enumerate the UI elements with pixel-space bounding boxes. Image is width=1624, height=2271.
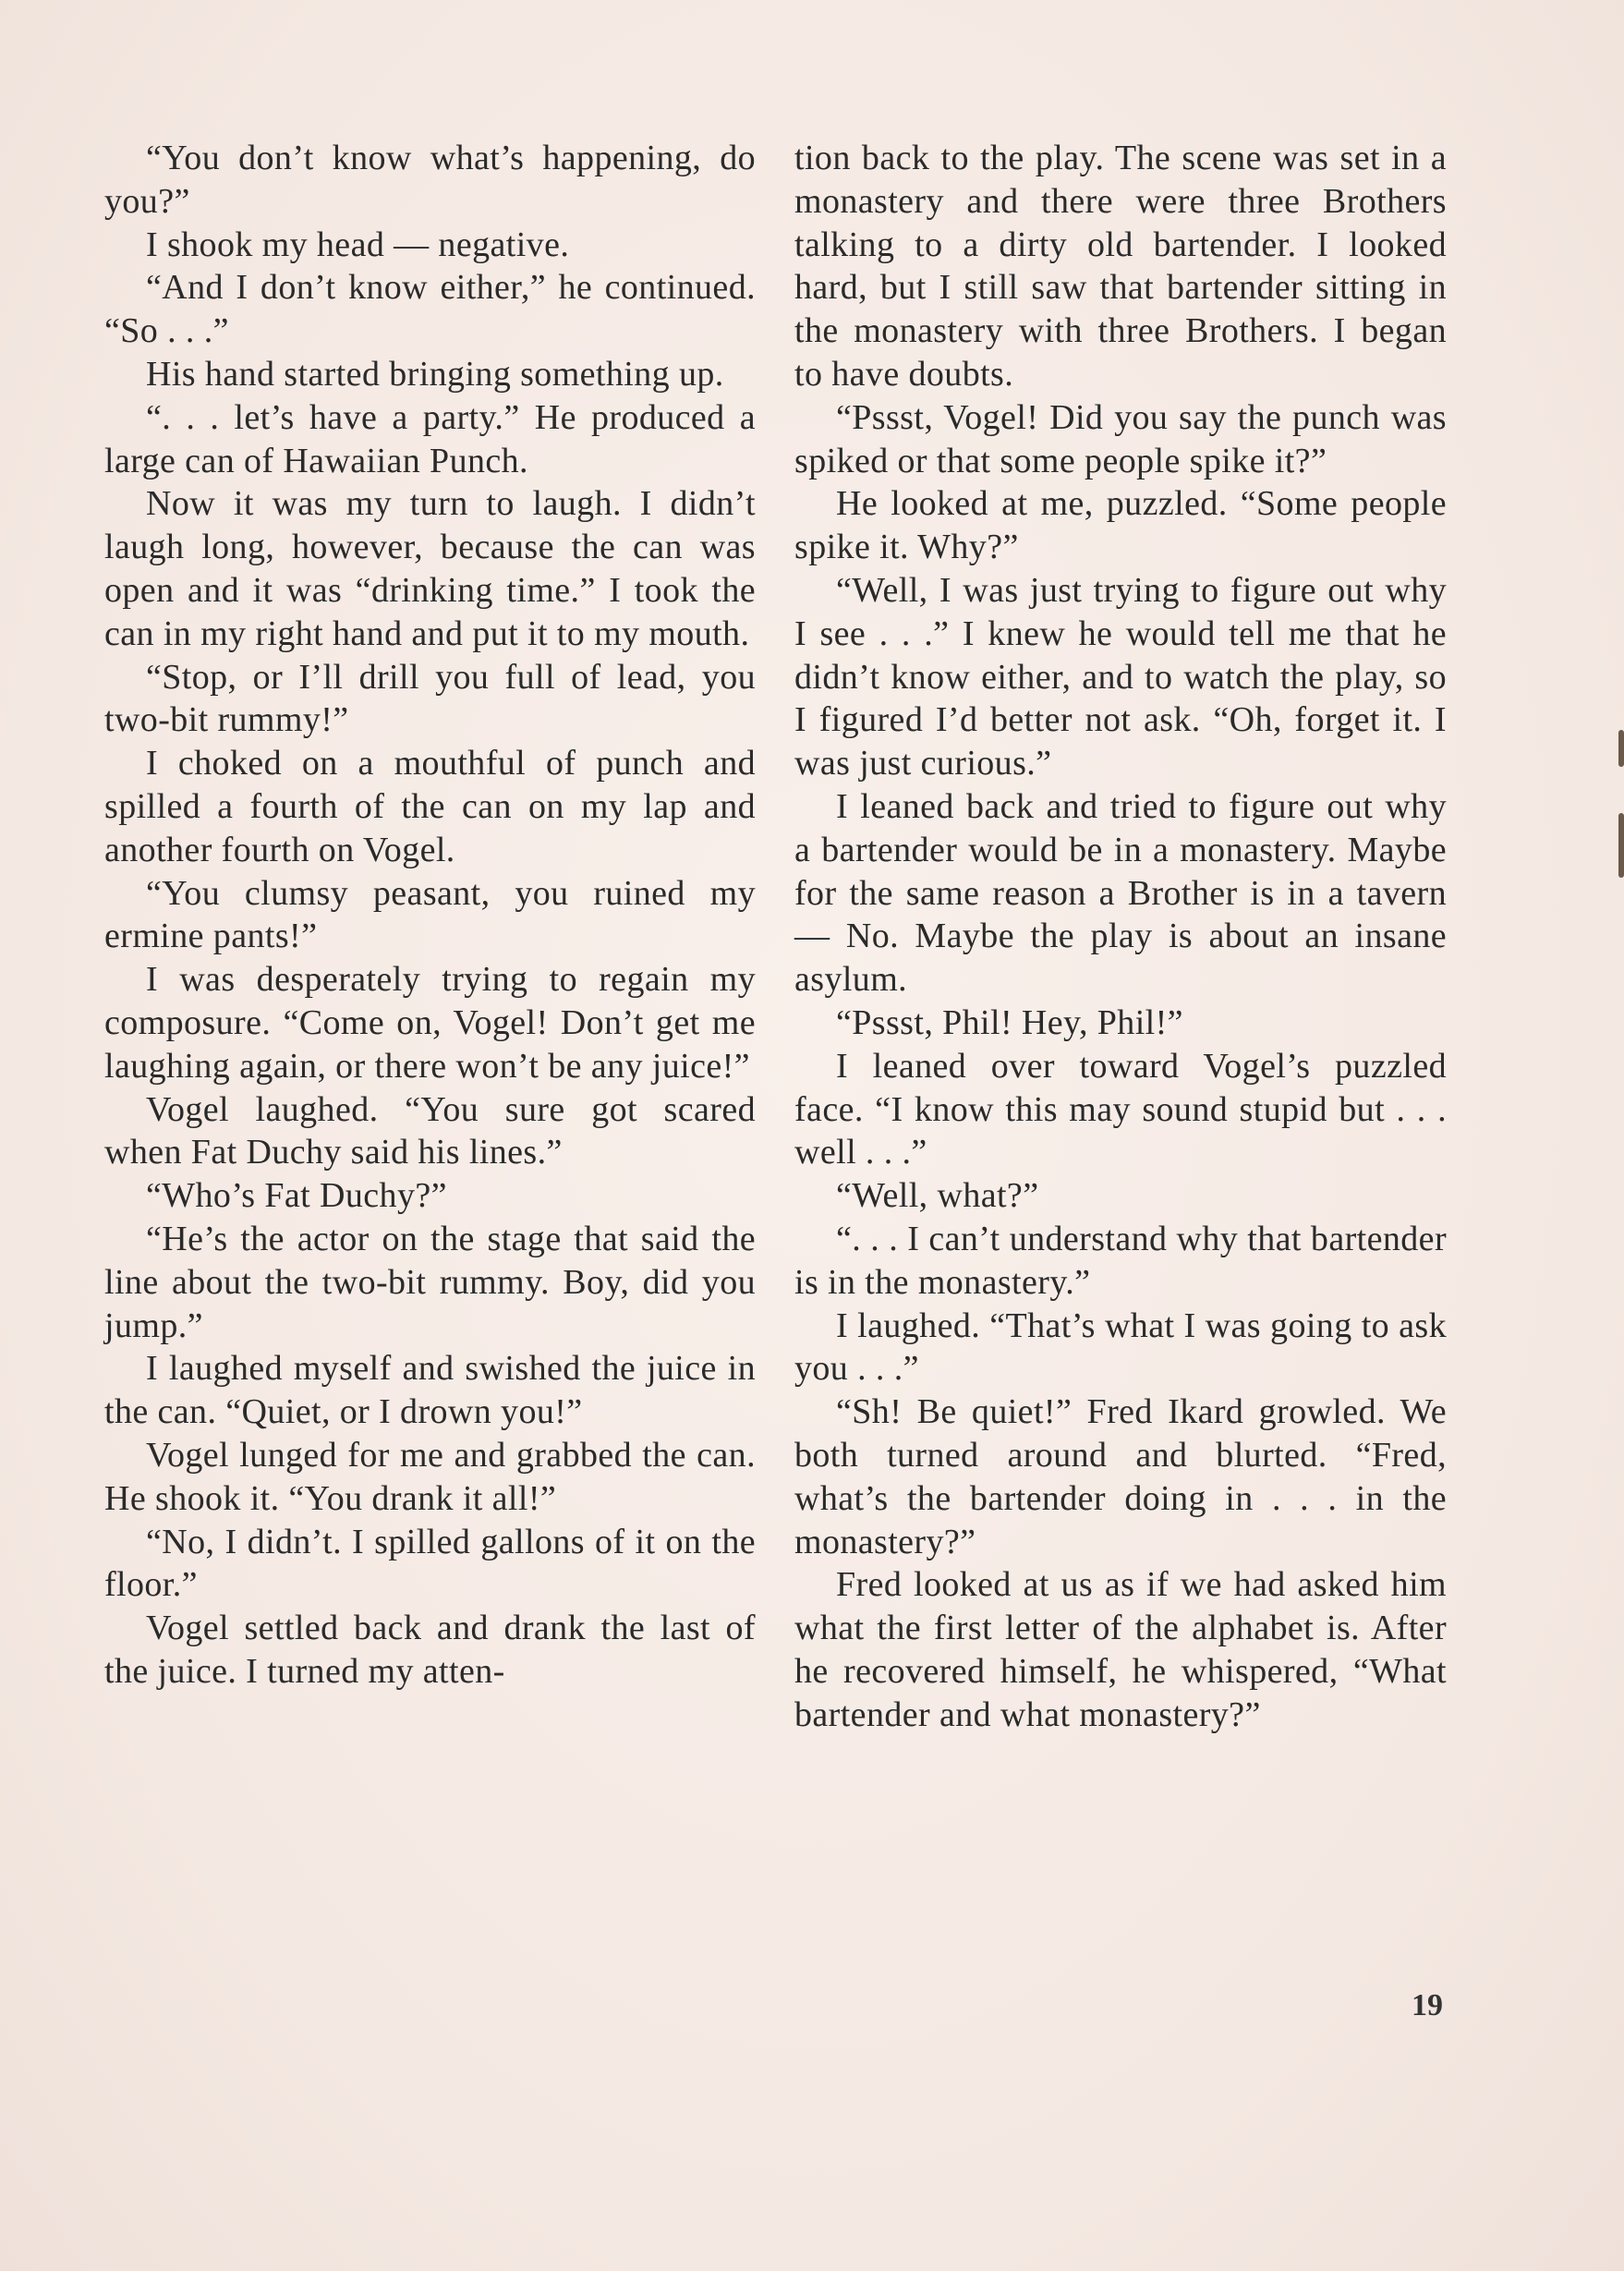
- left-column: [104, 137, 756, 1694]
- paragraph: “You don’t know what’s happening, do you?”: [104, 139, 756, 221]
- paragraph: Vogel settled back and drank the last of the juice. I turned my atten-: [104, 1609, 756, 1691]
- edge-mark: [1618, 730, 1624, 767]
- paragraph: His hand started bringing something up.: [146, 354, 724, 394]
- page-number: 19: [1412, 1988, 1443, 2022]
- edge-mark: [1618, 813, 1624, 878]
- paragraph: “Sh! Be quiet!” Fred Ikard growled. We both turned around and blurted. “Fred, what’s the bartender doing in . . . in the monastery?”: [794, 1392, 1447, 1561]
- right-column: [794, 137, 1447, 1736]
- paragraph: tion back to the play. The scene was set in a monastery and there were three Brothers talking to a dirty old bartender. I looked hard, but I still saw that bartender sitting in the monastery with three Brothers. I began to have doubts.: [794, 139, 1447, 394]
- paragraph: Vogel laughed. “You sure got scared when Fat Duchy said his lines.”: [104, 1089, 756, 1172]
- paragraph: “He’s the actor on the stage that said the line about the two-bit rummy. Boy, did you jump.”: [104, 1219, 756, 1345]
- paragraph: I choked on a mouthful of punch and spilled a fourth of the can on my lap and another fourth on Vogel.: [104, 744, 756, 869]
- paragraph: “. . . I can’t understand why that bartender is in the monastery.”: [794, 1219, 1447, 1302]
- paragraph: I leaned back and tried to figure out why a bartender would be in a monastery. Maybe for the same reason a Brother is in a tavern — No. Maybe the play is about an insane asylum.: [794, 786, 1447, 1000]
- paragraph: “Pssst, Phil! Hey, Phil!”: [836, 1002, 1183, 1042]
- paragraph: “You clumsy peasant, you ruined my ermine pants!”: [104, 873, 756, 956]
- paragraph: He looked at me, puzzled. “Some people spike it. Why?”: [794, 484, 1447, 567]
- paragraph: “Well, I was just trying to figure out why I see . . .” I knew he would tell me that he didn’t know either, and to watch the play, so I figured I’d better not ask. “Oh, forget it. I was just curious.”: [794, 570, 1447, 783]
- paragraph: I laughed myself and swished the juice in the can. “Quiet, or I drown you!”: [104, 1349, 756, 1432]
- paragraph: “. . . let’s have a party.” He produced a large can of Hawaiian Punch.: [104, 397, 756, 480]
- paragraph: “Who’s Fat Duchy?”: [146, 1176, 447, 1216]
- paragraph: “Well, what?”: [836, 1176, 1039, 1216]
- paragraph: I shook my head — negative.: [146, 225, 570, 264]
- paragraph: I leaned over toward Vogel’s puzzled face. “I know this may sound stupid but . . . well . . .”: [794, 1046, 1447, 1172]
- paragraph: I was desperately trying to regain my composure. “Come on, Vogel! Don’t get me laughing again, or there won’t be any juice!”: [104, 960, 756, 1086]
- paragraph: “No, I didn’t. I spilled gallons of it on the floor.”: [104, 1522, 756, 1605]
- paragraph: Fred looked at us as if we had asked him what the first letter of the alphabet is. After he recovered himself, he whispered, “What bartender and what monastery?”: [794, 1565, 1447, 1734]
- paragraph: “Pssst, Vogel! Did you say the punch was spiked or that some people spike it?”: [794, 397, 1447, 480]
- paragraph: Vogel lunged for me and grabbed the can. He shook it. “You drank it all!”: [104, 1435, 756, 1518]
- paragraph: “Stop, or I’ll drill you full of lead, you two-bit rummy!”: [104, 657, 756, 740]
- paragraph: I laughed. “That’s what I was going to ask you . . .”: [794, 1306, 1447, 1389]
- paragraph: “And I don’t know either,” he continued. “So . . .”: [104, 268, 756, 351]
- paragraph: Now it was my turn to laugh. I didn’t laugh long, however, because the can was open and it was “drinking time.” I took the can in my right hand and put it to my mouth.: [104, 484, 756, 653]
